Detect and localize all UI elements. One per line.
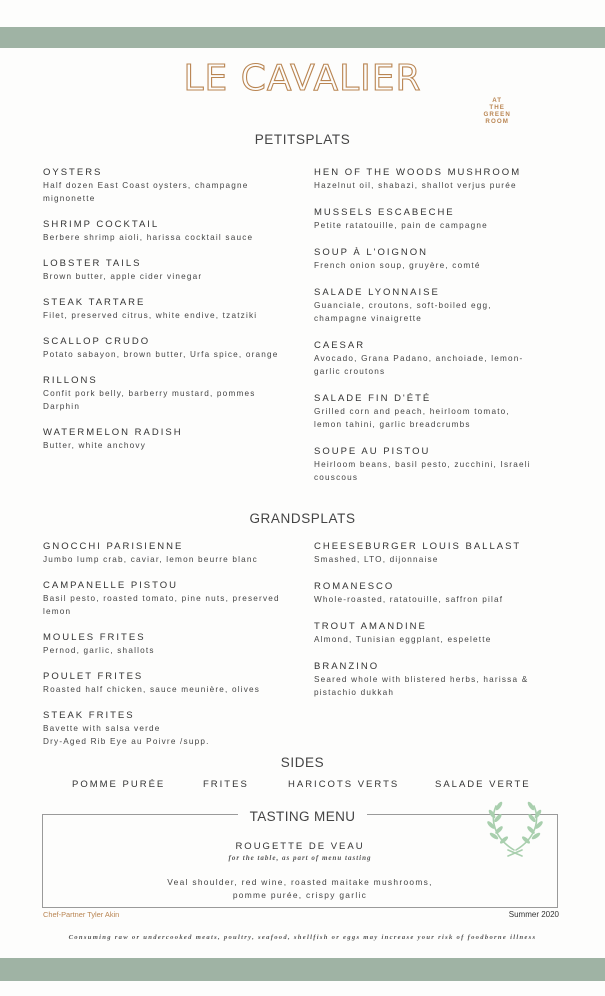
item-desc: Basil pesto, roasted tomato, pine nuts, preserved [43,594,280,603]
item-desc: lemon [43,607,72,616]
menu-item [314,620,574,646]
item-name: RILLONS [43,375,98,386]
item-desc: Smashed, LTO, dijonnaise [314,555,439,564]
menu-item [43,166,313,205]
section-title-petits-plats: PETITSPLATS [254,132,351,147]
item-desc: champagne vinaigrette [314,314,423,323]
menu-item [314,660,574,699]
item-desc: lemon tahini, garlic breadcrumbs [314,420,471,429]
item-name: CAESAR [314,340,366,351]
item-name: ROMANESCO [314,581,395,592]
item-desc: Darphin [43,402,81,411]
item-name: TROUT AMANDINE [314,621,427,632]
item-desc: Pernod, garlic, shallots [43,646,155,655]
item-name: POULET FRITES [43,671,144,682]
section-title-grands-plats: GRANDSPLATS [249,511,356,526]
menu-item [314,580,574,606]
item-desc: Brown butter, apple cider vinegar [43,272,203,281]
item-desc: pistachio dukkah [314,688,395,697]
season-label: Summer 2020 [508,910,559,919]
tasting-note-wrap [42,854,558,862]
tasting-desc-line: Veal shoulder, red wine, roasted maitake mushrooms, [167,877,433,887]
item-name: CHEESEBURGER LOUIS BALLAST [314,541,522,552]
tasting-dish-name: ROUGETTE DE VEAU [235,841,365,852]
item-desc: Guanciale, croutons, soft-boiled egg, [314,301,492,310]
item-name: SALADE FIN D'ÉTÉ [314,393,432,404]
item-name: GNOCCHI PARISIENNE [43,541,184,552]
item-desc: Potato sabayon, brown butter, Urfa spice, orange [43,350,279,359]
item-name: MUSSELS ESCABECHE [314,207,455,218]
menu-item [43,579,313,618]
menu-item [314,286,574,325]
tasting-desc-line: pomme purée, crispy garlic [232,890,368,900]
tasting-dish [42,841,558,852]
bottom-band [0,958,605,981]
chef-credit: Chef-Partner Tyler Akin [43,910,120,919]
menu-item [43,426,313,452]
item-desc: Almond, Tunisian eggplant, espelette [314,635,492,644]
menu-item [43,709,313,748]
tasting-menu-title-text: TASTING MENU [238,809,368,824]
menu-item [314,445,574,484]
item-desc: French onion soup, gruyère, comté [314,261,481,270]
item-name: SCALLOP CRUDO [43,336,151,347]
item-name: SOUPE AU PISTOU [314,446,431,457]
section-title-sides: SIDES [280,755,325,770]
side-item: FRITES [203,779,249,790]
item-desc: Filet, preserved citrus, white endive, tzatziki [43,311,258,320]
item-name: SOUP À L'OIGNON [314,247,428,258]
menu-item [314,339,574,378]
item-desc: Hazelnut oil, shabazi, shallot verjus purée [314,181,517,190]
menu-item [43,540,313,566]
item-name: SHRIMP COCKTAIL [43,219,160,230]
menu-item [314,206,574,232]
menu-item [314,392,574,431]
item-name: WATERMELON RADISH [43,427,183,438]
item-name: LOBSTER TAILS [43,258,142,269]
item-desc: Whole-roasted, ratatouille, saffron pilaf [314,595,504,604]
item-desc: Seared whole with blistered herbs, harissa & [314,675,529,684]
item-name: MOULES FRITES [43,632,146,643]
food-safety-warning: Consuming raw or undercooked meats, poultry, seafood, shellfish or eggs may increase your risk of foodborne illness [68,934,537,941]
grands-plats-left-column [43,540,313,748]
petits-plats-right-column [314,166,574,484]
item-desc: Petite ratatouille, pain de campagne [314,221,488,230]
item-desc: mignonette [43,194,96,203]
item-name: HEN OF THE WOODS MUSHROOM [314,167,522,178]
menu-item [43,218,313,244]
item-desc: Avocado, Grana Padano, anchoiade, lemon- [314,354,524,363]
item-name: CAMPANELLE PISTOU [43,580,179,591]
item-desc: Grilled corn and peach, heirloom tomato, [314,407,510,416]
item-desc: couscous [314,473,359,482]
tasting-dish-note: for the table, as part of menu tasting [228,854,372,862]
item-name: BRANZINO [314,661,380,672]
restaurant-name: LE CAVALIER [183,58,422,99]
menu-item [43,257,313,283]
brand-header [0,58,605,125]
menu-item [43,670,313,696]
item-desc: Roasted half chicken, sauce meunière, olives [43,685,261,694]
menu-item [43,374,313,413]
petits-plats-left-column [43,166,313,452]
menu-item [314,246,574,272]
item-desc: Dry-Aged Rib Eye au Poivre /supp. [43,737,210,746]
item-desc: Butter, white anchovy [43,441,147,450]
item-desc: Confit pork belly, barberry mustard, pommes [43,389,256,398]
item-name: OYSTERS [43,167,103,178]
top-band [0,27,605,48]
side-item: SALADE VERTE [435,779,531,790]
menu-item [314,166,574,192]
item-desc: garlic croutons [314,367,386,376]
side-item: HARICOTS VERTS [288,779,400,790]
item-name: STEAK TARTARE [43,297,146,308]
item-desc: Berbere shrimp aioli, harissa cocktail sauce [43,233,254,242]
item-name: STEAK FRITES [43,710,135,721]
item-desc: Bavette with salsa verde [43,724,161,733]
item-name: SALADE LYONNAISE [314,287,440,298]
menu-item [43,335,313,361]
grands-plats-right-column [314,540,574,699]
item-desc: Jumbo lump crab, caviar, lemon beurre blanc [43,555,258,564]
side-item: POMME PURÉE [72,779,166,790]
menu-item [43,631,313,657]
restaurant-subtitle: AT THE GREEN ROOM [483,97,511,125]
item-desc: Heirloom beans, basil pesto, zucchini, Israeli [314,460,531,469]
item-desc: Half dozen East Coast oysters, champagne [43,181,249,190]
tasting-dish-description [42,876,558,902]
menu-item [314,540,574,566]
menu-item [43,296,313,322]
